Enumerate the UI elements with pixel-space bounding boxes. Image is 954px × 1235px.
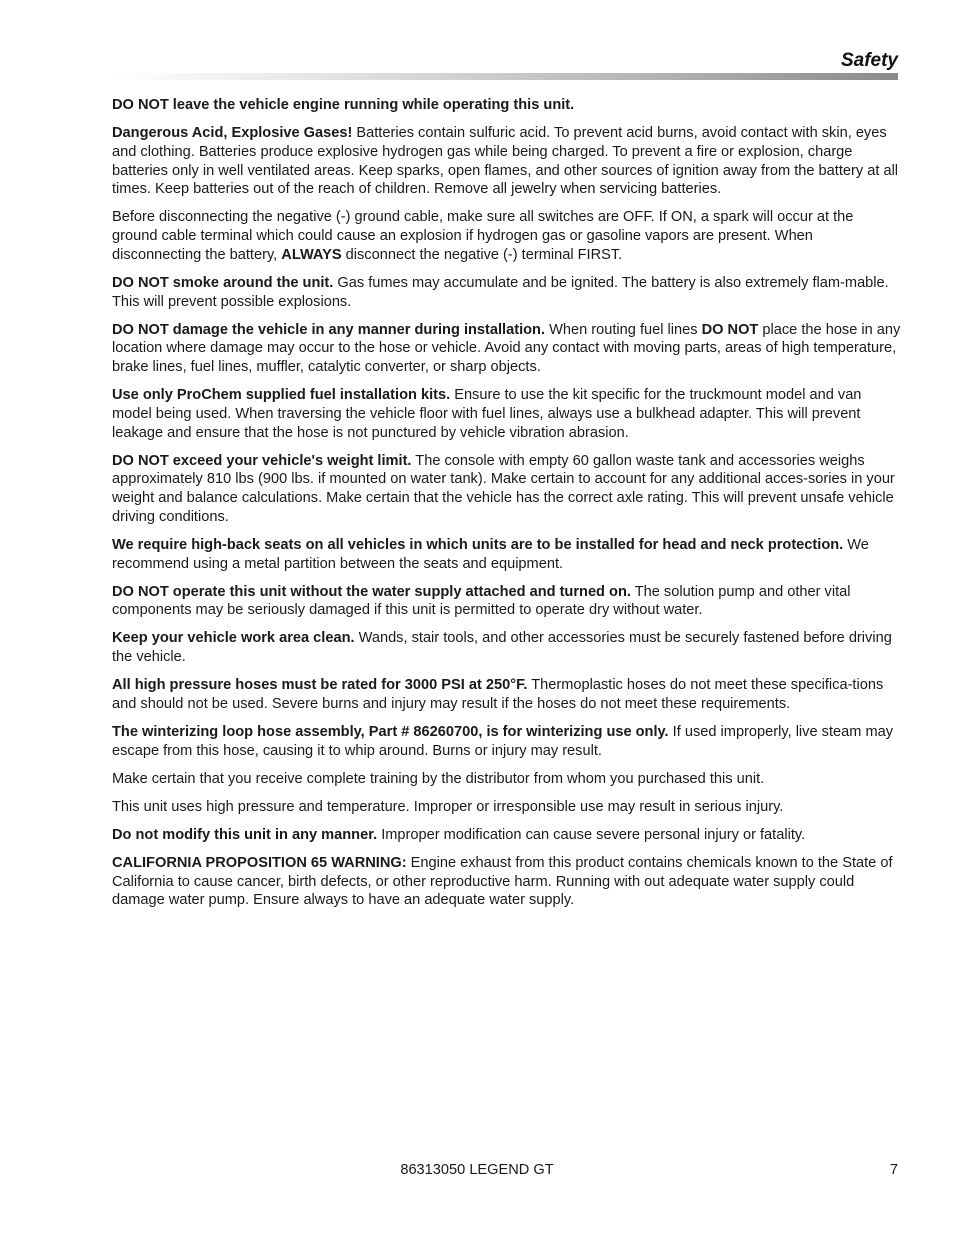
page-number: 7 <box>889 1162 898 1178</box>
section-title: Safety <box>840 50 898 71</box>
safety-content <box>112 96 901 920</box>
warning-text: Batteries contain sulfuric acid. To prevent acid burns, avoid contact with skin, eyes and clothing. Batteries produce explosive hydrogen gas while being charged. To prevent a fire or explosion, charge batteries only in well ventilated areas. Keep sparks, open flames, and other sources of ignition away from the battery at all times. Keep batteries out of the reach of children. Remove all jewelry when servicing batteries. <box>112 125 899 198</box>
warning-heading: CALIFORNIA PROPOSITION 65 WARNING: <box>112 855 407 872</box>
warning-text: disconnect the negative (-) terminal FIRST. <box>341 246 623 263</box>
warning-text: Thermoplastic hoses do not meet these specifica-tions and should not be used. Severe burns and injury may result if the hoses do not meet these requirements. <box>112 677 884 712</box>
paragraph-engine-running <box>112 96 901 115</box>
warning-text: Gas fumes may accumulate and be ignited. The battery is also extremely flam-mable. This will prevent possible explosions. <box>112 274 889 310</box>
warning-heading: Keep your vehicle work area clean. <box>112 630 355 647</box>
warning-text: The console with empty 60 gallon waste tank and accessories weighs approximately 810 lbs (900 lbs. if mounted on water tank). Make certain to account for any additional acces-sories in your weight and balance calculations. Make certain that the vehicle has the correct axle rating. This will prevent unsafe vehicle driving conditions. <box>112 452 895 525</box>
header-gradient-rule <box>112 73 898 80</box>
warning-heading: The winterizing loop hose assembly, Part # 86260700, is for winterizing use only. <box>112 723 669 740</box>
paragraph-fuel-kits <box>112 386 901 442</box>
warning-heading: DO NOT exceed your vehicle's weight limit. <box>112 452 412 469</box>
paragraph-pressure-temperature <box>112 798 901 817</box>
warning-text: This unit uses high pressure and temperature. Improper or irresponsible use may result in serious injury. <box>112 798 784 815</box>
paragraph-work-area <box>112 629 901 666</box>
paragraph-water-supply <box>112 583 901 620</box>
warning-text: Ensure to use the kit specific for the truckmount model and van model being used. When traversing the vehicle floor with fuel lines, always use a bulkhead adapter. This will prevent leakage and ensure that the hose is not punctured by vehicle vibration abrasion. <box>112 387 862 441</box>
warning-text: We recommend using a metal partition between the seats and equipment. <box>112 536 869 572</box>
warning-text: Before disconnecting the negative (-) ground cable, make sure all switches are OFF. If ON, a spark will occur at the ground cable terminal which could cause an explosion if hydrogen gas or gasoline vapors are present. When disconnecting the battery, <box>112 209 854 263</box>
warning-text: The solution pump and other vital components may be seriously damaged if this unit is permitted to operate dry without water. <box>112 583 851 619</box>
warning-heading: Use only ProChem supplied fuel installation kits. <box>112 387 451 404</box>
warning-text: Engine exhaust from this product contains chemicals known to the State of California to cause cancer, birth defects, or other reproductive harm. Running with out adequate water supply could damage water pump. Ensure always to have an adequate water supply. <box>112 855 893 909</box>
warning-heading: DO NOT smoke around the unit. <box>112 274 334 291</box>
warning-text: Wands, stair tools, and other accessories must be securely fastened before driving the vehicle. <box>112 630 892 666</box>
paragraph-installation <box>112 321 901 377</box>
warning-heading: DO NOT operate this unit without the water supply attached and turned on. <box>112 583 631 600</box>
paragraph-no-smoking <box>112 274 901 311</box>
warning-heading: Do not modify this unit in any manner. <box>112 826 378 843</box>
paragraph-prop65 <box>112 854 901 910</box>
warning-heading: All high pressure hoses must be rated for 3000 PSI at 250°F. <box>112 677 528 694</box>
warning-text: When routing fuel lines <box>545 321 702 338</box>
warning-heading: DO NOT leave the vehicle engine running while operating this unit. <box>112 97 575 113</box>
paragraph-winterizing-loop <box>112 723 901 760</box>
paragraph-no-modify <box>112 826 901 845</box>
paragraph-high-back-seats <box>112 536 901 573</box>
warning-heading: DO NOT damage the vehicle in any manner during installation. <box>112 321 546 338</box>
paragraph-training <box>112 770 901 789</box>
paragraph-disconnect-battery <box>112 208 901 264</box>
warning-text: Improper modification can cause severe personal injury or fatality. <box>377 826 806 843</box>
emphasis-text: ALWAYS <box>281 246 342 263</box>
warning-heading: Dangerous Acid, Explosive Gases! <box>112 125 353 142</box>
warning-text: If used improperly, live steam may escape from this hose, causing it to whip around. Burns or injury may result. <box>112 723 894 759</box>
warning-text: Make certain that you receive complete training by the distributor from whom you purchased this unit. <box>112 770 765 787</box>
paragraph-acid-gases <box>112 124 901 199</box>
paragraph-weight-limit <box>112 452 901 527</box>
warning-text: place the hose in any location where damage may occur to the hose or vehicle. Avoid any contact with moving parts, areas of high temperature, brake lines, fuel lines, muffler, catalytic converter, or sharp objects. <box>112 321 901 375</box>
paragraph-pressure-hoses <box>112 676 901 713</box>
footer-document-id: 86313050 LEGEND GT <box>400 1162 554 1178</box>
emphasis-text: DO NOT <box>701 321 759 338</box>
warning-heading: We require high-back seats on all vehicles in which units are to be installed for head and neck protection. <box>112 536 844 553</box>
